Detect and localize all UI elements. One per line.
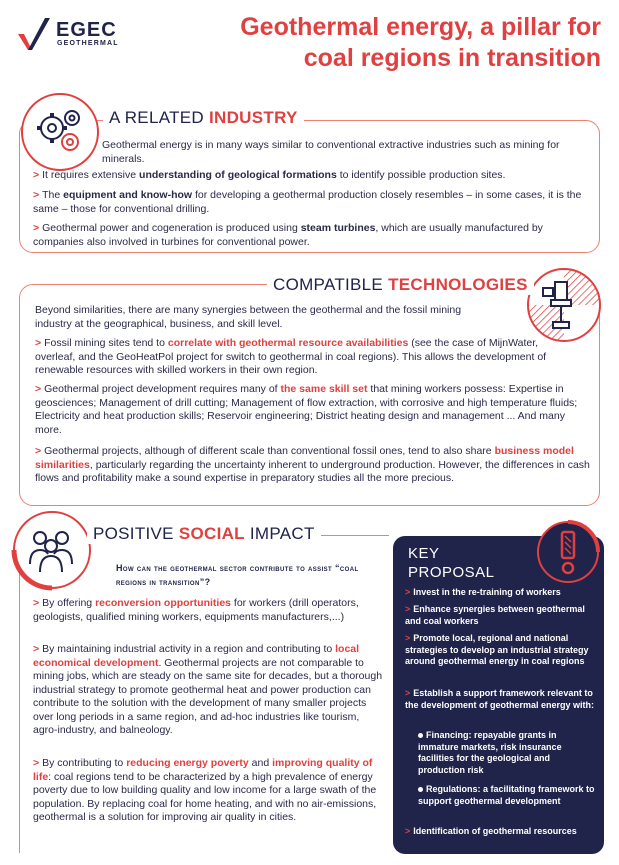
technologies-title [267, 275, 534, 295]
key-title-line-2: PROPOSAL [408, 564, 495, 581]
key-title-line-1: KEY [408, 545, 440, 562]
drilling-rig-icon [525, 266, 603, 344]
bullet-dot-icon [418, 733, 423, 738]
proposal-item-5: > Identification of geothermal resources [405, 826, 577, 836]
key-proposal-title [408, 544, 495, 582]
social-title-bold: SOCIAL [178, 524, 245, 543]
technologies-bullet-1: > Fossil mining sites tend to correlate with geothermal resource availabilities (see the case of MijnWater, overleaf, and the GeoHeatPol project for switch to geothermal in coal regions). This allows the development of renewable resources with skilled workers in their own region. [35, 337, 547, 376]
proposal-item-4: > Establish a support framework relevant to the development of geothermal energy with: [405, 688, 595, 710]
gears-icon [18, 90, 102, 174]
bullet-dot-icon [418, 787, 423, 792]
proposal-sub-regulations: Regulations: a facilitating framework to support geothermal development [418, 784, 595, 806]
title-line-2: coal regions in transition [303, 44, 601, 72]
proposal-item-2: > Enhance synergies between geothermal and coal workers [405, 604, 585, 626]
technologies-bullet-3: > Geothermal projects, although of different scale than conventional fossil ones, tend to also share business model similarities, particularly regarding the uncertainty inherent to underground production. However, the differences in cash flows and profitability make a sound expertise in preparatory studies all the more precious. [35, 445, 590, 484]
industry-title [103, 108, 304, 128]
title-line-1: Geothermal energy, a pillar for [240, 13, 601, 41]
social-bullet-3: > By contributing to reducing energy poverty and improving quality of life: coal regions tend to be characterized by a high prevalence of energy poverty due to low building quality and low income for a large swath of the population. By replacing coal for home heating, and with no air-emissions, geothermal is a solution for improving air quality in cities. [33, 757, 377, 823]
industry-title-plain: A RELATED [109, 108, 209, 127]
industry-intro: Geothermal energy is in many ways similar to conventional extractive industries such as mining for minerals. [102, 139, 560, 165]
technologies-bullet-2: > Geothermal project development requires many of the same skill set that mining workers possess: Expertise in geosciences; Management of drill cutting; Management of flow extraction, with corrosive and high temperature fluids; Electricity and heat production skills; Reservoir engineering; District heating design and management ... And many more. [35, 383, 578, 436]
social-title-plain: POSITIVE [93, 524, 179, 543]
page-title [161, 12, 601, 74]
social-bullet-1: > By offering reconversion opportunities for workers (drill operators, geologists, qualified mining workers, equipments manufacturers,...) [33, 597, 359, 623]
social-title-end: IMPACT [244, 524, 315, 543]
proposal-sub-financing: Financing: repayable grants in immature markets, risk insurance facilities for the geological and production risk [418, 730, 562, 775]
proposal-item-1: > Invest in the re-training of workers [405, 587, 561, 597]
industry-bullet-2: > The equipment and know-how for developing a geothermal production closely resembles – in some cases, it is the same – those for conventional drilling. [33, 189, 582, 215]
social-title [87, 524, 321, 544]
proposal-item-3: > Promote local, regional and national strategies to develop an industrial strategy around geothermal energy in coal regions [405, 633, 589, 666]
logo-name: EGEC [56, 19, 117, 41]
industry-bullet-1: > It requires extensive understanding of geological formations to identify possible production sites. [33, 169, 506, 181]
logo-subtitle: GEOTHERMAL [57, 40, 119, 47]
industry-title-bold: INDUSTRY [209, 108, 298, 127]
technologies-intro: Beyond similarities, there are many synergies between the geothermal and the fossil mining industry at the geographical, business, and skill level. [35, 304, 462, 330]
technologies-title-bold: TECHNOLOGIES [388, 275, 528, 294]
industry-bullet-3: > Geothermal power and cogeneration is produced using steam turbines, which are usually manufactured by companies also involved in turbines for conventional power. [33, 222, 543, 248]
social-bullet-2: > By maintaining industrial activity in a region and contributing to local economical development. Geothermal projects are not comparable to mining jobs, which are steady on the same site for decades, but a thorough industrial strategy to promote geothermal heat and power production can contribute to the solution with the development of many smaller projects over long periods in a same region, and ad-hoc industries like tourism, agro-industry, and balneology. [33, 643, 383, 736]
technologies-title-plain: COMPATIBLE [273, 275, 389, 294]
people-group-icon [10, 508, 94, 592]
exclamation-icon [534, 518, 602, 586]
social-question: How can the geothermal sector contribute to assist “coal regions in transition”? [116, 563, 359, 587]
